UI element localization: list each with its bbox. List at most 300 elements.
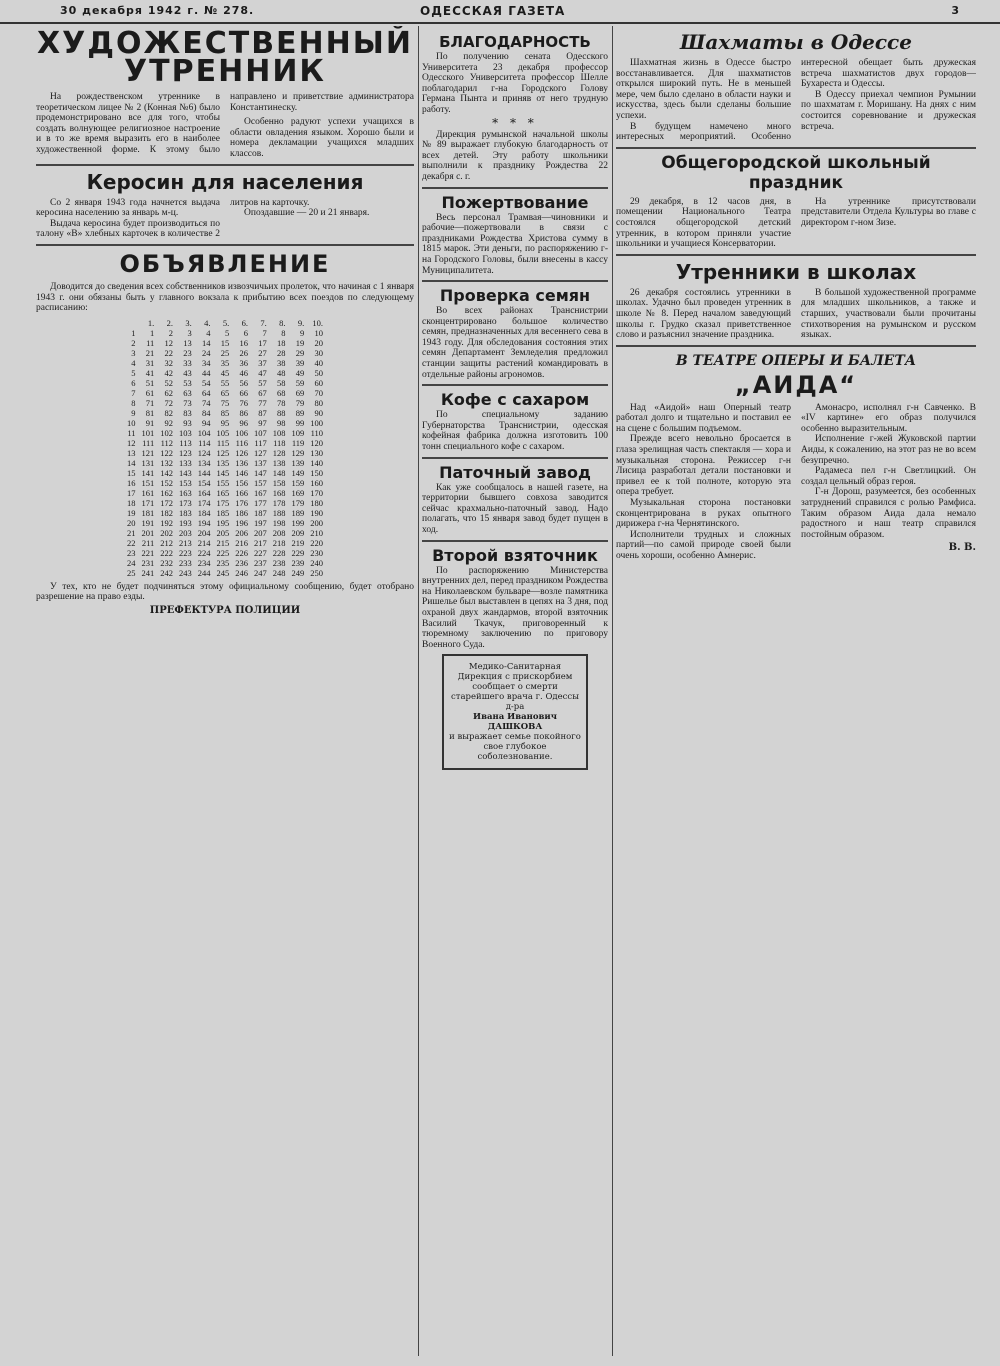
schedule-header xyxy=(124,318,326,328)
table-cell: 13 xyxy=(183,337,192,348)
table-cell: 190 xyxy=(310,507,323,518)
table-cell: 65 xyxy=(220,387,230,398)
article-body xyxy=(36,92,414,160)
table-cell: 130 xyxy=(310,447,323,458)
obituary-box xyxy=(442,654,588,770)
table-cell: 61 xyxy=(145,387,155,398)
left-section xyxy=(36,26,414,1366)
table-cell: 63 xyxy=(183,387,192,398)
table-cell: 133 xyxy=(179,457,192,468)
table-cell: 128 xyxy=(272,447,286,458)
schedule-col-header: 7. xyxy=(260,317,267,328)
table-cell: 32 xyxy=(164,357,173,368)
table-cell: 62 xyxy=(164,387,173,398)
table-cell: 211 xyxy=(141,537,155,548)
table-cell: 132 xyxy=(160,457,173,468)
table-cell: 179 xyxy=(291,497,305,508)
table-cell: 195 xyxy=(216,517,230,528)
paragraph: У тех, кто не будет подчиняться этому официальному сообщению, будет отобрано разрешение на право езды. xyxy=(36,581,414,603)
table-cell: 172 xyxy=(160,497,173,508)
table-cell: 18 xyxy=(127,497,136,508)
table-cell: 5 xyxy=(225,327,230,338)
table-cell: 147 xyxy=(254,467,267,478)
schedule-col-header: 9. xyxy=(297,317,305,328)
table-cell: 231 xyxy=(141,557,155,568)
table-cell: 4 xyxy=(206,327,211,338)
article-subtitle: В ТЕАТРЕ ОПЕРЫ И БАЛЕТА xyxy=(675,352,917,369)
table-cell: 33 xyxy=(183,357,192,368)
table-cell: 114 xyxy=(198,437,211,448)
table-cell: 50 xyxy=(314,367,323,378)
obituary-surname: ДАШКОВА xyxy=(487,722,543,733)
table-cell: 37 xyxy=(258,357,267,368)
divider xyxy=(616,345,976,347)
table-cell: 6 xyxy=(243,327,248,338)
table-cell: 80 xyxy=(314,397,323,408)
table-cell: 110 xyxy=(310,427,323,438)
divider xyxy=(36,244,414,246)
table-row xyxy=(124,558,326,568)
table-cell: 25 xyxy=(127,567,136,578)
table-cell: 34 xyxy=(202,357,211,368)
table-cell: 72 xyxy=(164,397,173,408)
table-cell: 86 xyxy=(239,407,248,418)
table-cell: 189 xyxy=(291,507,305,518)
table-cell: 104 xyxy=(197,427,211,438)
table-cell: 187 xyxy=(254,507,267,518)
table-cell: 225 xyxy=(216,547,230,558)
paragraph: 26 декабря состоялись утренники в школах. Удачно был проведен утренник в школе № 8. Перед началом заведующий школы г. Грудко сказал приветственное слово и разъяснил значение праздника. xyxy=(616,287,791,341)
table-cell: 27 xyxy=(258,347,267,358)
table-cell: 2 xyxy=(168,327,173,338)
table-cell: 203 xyxy=(179,527,192,538)
table-cell: 212 xyxy=(160,537,173,548)
table-cell: 52 xyxy=(164,377,173,388)
table-cell: 232 xyxy=(160,557,173,568)
table-cell: 57 xyxy=(258,377,267,388)
table-cell: 22 xyxy=(164,347,173,358)
table-cell: 49 xyxy=(295,367,305,378)
table-cell: 137 xyxy=(254,457,267,468)
table-cell: 237 xyxy=(254,557,267,568)
table-cell: 159 xyxy=(291,477,305,488)
table-cell: 70 xyxy=(314,387,323,398)
table-row xyxy=(124,508,326,518)
table-cell: 247 xyxy=(254,567,267,578)
table-cell: 186 xyxy=(235,507,248,518)
table-cell: 77 xyxy=(258,397,267,408)
table-cell: 89 xyxy=(295,407,305,418)
table-cell: 168 xyxy=(272,487,286,498)
table-cell: 176 xyxy=(235,497,248,508)
table-cell: 139 xyxy=(291,457,305,468)
table-row xyxy=(124,458,326,468)
table-cell: 87 xyxy=(258,407,267,418)
table-cell: 10 xyxy=(314,327,323,338)
table-cell: 174 xyxy=(197,497,211,508)
paragraph: По получению сената Одесского Университета 23 декабря профессор Одесского Университета профессор Шелле поблагодарил г-на Городского Голову Германа Пынта и приняв от него трудную работу. xyxy=(422,52,608,115)
table-cell: 101 xyxy=(141,427,155,438)
table-cell: 141 xyxy=(141,467,155,478)
table-cell: 149 xyxy=(291,467,305,478)
table-cell: 17 xyxy=(258,337,267,348)
table-cell: 10 xyxy=(127,417,136,428)
table-cell: 143 xyxy=(179,467,192,478)
table-cell: 1 xyxy=(131,327,136,338)
paragraph: Амонасро, исполнял г-н Савченко. В «IV картине» его образ получился особенно выразительным. xyxy=(801,402,976,434)
table-cell: 53 xyxy=(183,377,192,388)
schedule-col-header: 3. xyxy=(185,317,192,328)
right-section xyxy=(616,26,976,1366)
table-row xyxy=(124,538,326,548)
table-cell: 142 xyxy=(160,467,173,478)
paragraph: На утреннике присутствовали представители Отдела Культуры во главе с директором г-ном Зизе. xyxy=(801,196,976,228)
table-cell: 199 xyxy=(291,517,305,528)
table-cell: 226 xyxy=(235,547,248,558)
table-cell: 45 xyxy=(220,367,230,378)
table-cell: 20 xyxy=(314,337,323,348)
table-cell: 228 xyxy=(272,547,286,558)
table-cell: 54 xyxy=(202,377,211,388)
table-cell: 213 xyxy=(179,537,192,548)
table-cell: 15 xyxy=(127,467,136,478)
table-cell: 106 xyxy=(235,427,248,438)
table-cell: 11 xyxy=(127,427,136,438)
table-cell: 183 xyxy=(179,507,192,518)
article-title: Общегородской школьный праздник xyxy=(661,152,931,193)
table-row xyxy=(124,398,326,408)
schedule-col-header: 8. xyxy=(279,317,286,328)
table-cell: 58 xyxy=(277,377,286,388)
table-cell: 95 xyxy=(220,417,230,428)
table-cell: 81 xyxy=(145,407,155,418)
paragraph: Выдача керосина будет производиться по талону «В» хлебных карточек в количестве 2 литров на карточку. xyxy=(36,197,310,240)
divider xyxy=(422,457,608,459)
table-cell: 91 xyxy=(145,417,155,428)
paragraph: Со 2 января 1943 года начнется выдача керосина населению за январь м-ц. xyxy=(36,197,220,219)
table-cell: 222 xyxy=(160,547,173,558)
table-cell: 207 xyxy=(254,527,267,538)
article-title: „АИДА“ xyxy=(734,370,858,399)
table-cell: 154 xyxy=(197,477,211,488)
table-cell: 144 xyxy=(197,467,211,478)
table-cell: 218 xyxy=(272,537,286,548)
paragraph: Музыкальная сторона постановки сконцентрирована в руках опытного дирижера г-на Чернятинского. xyxy=(616,498,791,530)
table-cell: 93 xyxy=(183,417,192,428)
table-cell: 180 xyxy=(310,497,323,508)
table-cell: 21 xyxy=(145,347,155,358)
paragraph: Исполнители трудных и сложных партий—по самой природе своей были очень хороши, особенно Амнерис. xyxy=(616,529,791,561)
table-cell: 224 xyxy=(197,547,211,558)
obituary-text: и выражает семье покойного свое глубокое соболезнование. xyxy=(449,732,581,763)
table-cell: 79 xyxy=(295,397,305,408)
table-cell: 71 xyxy=(145,397,155,408)
table-cell: 123 xyxy=(179,447,192,458)
table-cell: 20 xyxy=(127,517,136,528)
table-cell: 215 xyxy=(216,537,230,548)
table-cell: 25 xyxy=(220,347,230,358)
table-cell: 31 xyxy=(145,357,155,368)
table-cell: 112 xyxy=(160,437,173,448)
schedule-col-header: 1. xyxy=(147,317,155,328)
table-cell: 41 xyxy=(145,367,155,378)
table-cell: 82 xyxy=(164,407,173,418)
table-row xyxy=(124,368,326,378)
table-cell: 122 xyxy=(160,447,173,458)
table-row xyxy=(124,488,326,498)
table-cell: 152 xyxy=(160,477,173,488)
table-cell: 165 xyxy=(216,487,230,498)
column-rule xyxy=(418,26,419,1356)
table-cell: 249 xyxy=(291,567,305,578)
table-cell: 38 xyxy=(277,357,286,368)
paragraph: В Одессу приехал чемпион Румынии по шахматам г. Моришану. На днях с ним состоится соревнование и дружеская встреча. xyxy=(801,89,976,132)
table-row xyxy=(124,358,326,368)
article-title: Проверка семян xyxy=(439,286,591,306)
middle-section xyxy=(422,26,608,1366)
table-cell: 250 xyxy=(310,567,323,578)
paragraph: Г-н Дорош, разумеется, без особенных затруднений справился с ролью Рамфиса. Таким образом Аида дала немало радостного и наш театр справился постойным образом. xyxy=(801,487,976,540)
paragraph: Шахматная жизнь в Одессе быстро восстанавливается. Для шахматистов открылся широкий путь. Не в меньшей мере, чем было сделано в области науки и искусства, здесь были сделаны большие успехи. xyxy=(616,58,791,121)
obituary-name: Ивана Иванович xyxy=(473,712,557,723)
paragraph: В большой художественной программе для младших школьников, а также и старших, участвовали были прочитаны стихотворения на румынском и русском языках. xyxy=(801,287,976,341)
article-title: ОБЪЯВЛЕНИЕ xyxy=(119,249,331,278)
table-cell: 18 xyxy=(277,337,286,348)
article-title: Керосин для населения xyxy=(86,169,364,194)
table-cell: 59 xyxy=(295,377,305,388)
table-cell: 171 xyxy=(141,497,155,508)
table-cell: 23 xyxy=(183,347,192,358)
signature: В. В. xyxy=(948,542,976,554)
table-cell: 153 xyxy=(179,477,192,488)
table-cell: 191 xyxy=(141,517,155,528)
divider xyxy=(616,147,976,149)
article-body xyxy=(36,198,414,240)
table-cell: 24 xyxy=(127,557,136,568)
table-cell: 17 xyxy=(127,487,136,498)
page-number: 3 xyxy=(951,4,960,17)
article-title: Шахматы в Одессе xyxy=(680,30,912,54)
table-cell: 97 xyxy=(258,417,267,428)
signature: ПРЕФЕКТУРА ПОЛИЦИИ xyxy=(149,604,301,616)
table-cell: 146 xyxy=(235,467,248,478)
table-row xyxy=(124,438,326,448)
table-cell: 15 xyxy=(220,337,230,348)
table-cell: 26 xyxy=(239,347,248,358)
paragraph: Доводится до сведения всех собственников извозчичьих пролеток, что начиная с 1 января 1943 г. они обязаны быть у главного вокзала к прибытию всех поездов по следующему расписанию: xyxy=(36,281,414,314)
table-cell: 157 xyxy=(254,477,267,488)
table-cell: 236 xyxy=(235,557,248,568)
table-cell: 14 xyxy=(202,337,211,348)
table-cell: 19 xyxy=(127,507,136,518)
table-cell: 125 xyxy=(216,447,230,458)
table-cell: 12 xyxy=(164,337,173,348)
table-row xyxy=(124,448,326,458)
table-cell: 194 xyxy=(197,517,211,528)
table-cell: 74 xyxy=(202,397,211,408)
table-cell: 184 xyxy=(197,507,211,518)
table-cell: 227 xyxy=(254,547,267,558)
table-cell: 111 xyxy=(142,437,155,448)
table-cell: 22 xyxy=(127,537,136,548)
table-cell: 14 xyxy=(127,457,136,468)
table-cell: 73 xyxy=(183,397,192,408)
table-cell: 113 xyxy=(179,437,192,448)
table-cell: 181 xyxy=(141,507,155,518)
table-cell: 98 xyxy=(277,417,286,428)
table-row xyxy=(124,568,326,578)
table-cell: 6 xyxy=(131,377,136,388)
table-cell: 193 xyxy=(179,517,192,528)
table-cell: 75 xyxy=(220,397,230,408)
table-cell: 209 xyxy=(291,527,305,538)
table-cell: 19 xyxy=(295,337,305,348)
paragraph: Прежде всего невольно бросается в глаза эрелищная часть спектакля — хора и музыкальная сторона. Режиссер г-н Лисица разработал детали постановки и привел ее к той полноте, которую эта опера требует. xyxy=(616,434,791,498)
table-cell: 155 xyxy=(216,477,230,488)
article-title: Кофе с сахаром xyxy=(440,390,590,410)
table-cell: 131 xyxy=(141,457,155,468)
table-cell: 167 xyxy=(254,487,267,498)
table-row xyxy=(124,498,326,508)
table-cell: 51 xyxy=(145,377,155,388)
table-cell: 127 xyxy=(254,447,267,458)
table-row xyxy=(124,378,326,388)
table-cell: 161 xyxy=(141,487,155,498)
article-body xyxy=(616,58,976,143)
table-cell: 202 xyxy=(160,527,173,538)
table-cell: 13 xyxy=(127,447,136,458)
table-cell: 242 xyxy=(160,567,173,578)
table-cell: 129 xyxy=(291,447,305,458)
article-title: Второй взяточник xyxy=(432,545,598,565)
table-cell: 47 xyxy=(258,367,267,378)
table-cell: 92 xyxy=(164,417,173,428)
obituary-text: Медико-Санитарная Дирекция с прискорбием сообщает о смерти старейшего врача г. Одессы д-ра xyxy=(451,662,579,713)
table-cell: 67 xyxy=(258,387,267,398)
paragraph: Опоздавшие — 20 и 21 января. xyxy=(244,208,370,219)
table-cell: 148 xyxy=(272,467,286,478)
table-cell: 188 xyxy=(272,507,286,518)
table-cell: 42 xyxy=(164,367,173,378)
paragraph: Как уже сообщалось в нашей газете, на территории бывшего совхоза заводится сейчас крахмально-паточный завод. Надо полагать, что 15 января завод будет пущен в ход. xyxy=(422,482,608,535)
table-cell: 39 xyxy=(295,357,305,368)
table-cell: 243 xyxy=(179,567,192,578)
table-cell: 151 xyxy=(141,477,155,488)
table-cell: 126 xyxy=(235,447,248,458)
table-cell: 233 xyxy=(179,557,192,568)
table-cell: 210 xyxy=(310,527,323,538)
table-cell: 30 xyxy=(314,347,323,358)
table-row xyxy=(124,528,326,538)
table-cell: 221 xyxy=(141,547,155,558)
table-cell: 248 xyxy=(272,567,286,578)
table-cell: 245 xyxy=(216,567,230,578)
table-cell: 239 xyxy=(291,557,305,568)
table-cell: 96 xyxy=(239,417,248,428)
table-cell: 201 xyxy=(141,527,155,538)
table-cell: 145 xyxy=(216,467,230,478)
table-cell: 24 xyxy=(202,347,211,358)
table-cell: 78 xyxy=(277,397,286,408)
divider xyxy=(422,384,608,386)
table-row xyxy=(124,388,326,398)
table-cell: 217 xyxy=(254,537,267,548)
table-row xyxy=(124,408,326,418)
table-cell: 240 xyxy=(310,557,323,568)
table-cell: 3 xyxy=(131,347,136,358)
table-cell: 196 xyxy=(235,517,248,528)
article-title: Паточный завод xyxy=(439,462,591,482)
table-cell: 204 xyxy=(197,527,211,538)
table-cell: 7 xyxy=(131,387,136,398)
table-cell: 85 xyxy=(220,407,230,418)
table-cell: 83 xyxy=(183,407,192,418)
table-cell: 206 xyxy=(235,527,248,538)
table-cell: 185 xyxy=(216,507,230,518)
table-cell: 230 xyxy=(310,547,323,558)
paragraph: Во всех районах Транснистрии сконцентрировано большое количество семян, предназначенных для весеннего сева в 1943 году. Для обследования состояния этих семян Департамент Земледелия предложил станции защиты растений командировать в отдельные районы агрономов. xyxy=(422,306,608,380)
table-row xyxy=(124,478,326,488)
table-cell: 100 xyxy=(310,417,323,428)
table-cell: 182 xyxy=(160,507,173,518)
table-cell: 223 xyxy=(179,547,192,558)
table-cell: 105 xyxy=(216,427,230,438)
table-cell: 163 xyxy=(179,487,192,498)
table-cell: 200 xyxy=(310,517,323,528)
table-row xyxy=(124,428,326,438)
paragraph: Над «Аидой» наш Оперный театр работал долго и тщательно и поставил ее на сцене с большим подъемом. xyxy=(616,402,791,434)
table-cell: 76 xyxy=(239,397,248,408)
table-cell: 198 xyxy=(272,517,286,528)
table-cell: 11 xyxy=(146,337,155,348)
article-body xyxy=(616,403,976,562)
table-row xyxy=(124,348,326,358)
table-row xyxy=(124,548,326,558)
table-cell: 216 xyxy=(235,537,248,548)
table-cell: 23 xyxy=(127,547,136,558)
table-row xyxy=(124,418,326,428)
table-cell: 119 xyxy=(291,437,305,448)
table-cell: 16 xyxy=(239,337,248,348)
table-cell: 48 xyxy=(277,367,286,378)
schedule-table xyxy=(124,318,326,578)
table-cell: 118 xyxy=(273,437,286,448)
table-cell: 40 xyxy=(314,357,323,368)
article-body xyxy=(616,288,976,341)
table-cell: 162 xyxy=(160,487,173,498)
table-cell: 4 xyxy=(131,357,136,368)
table-row xyxy=(124,338,326,348)
table-cell: 178 xyxy=(272,497,286,508)
table-cell: 9 xyxy=(131,407,136,418)
table-cell: 138 xyxy=(272,457,286,468)
table-cell: 55 xyxy=(220,377,230,388)
table-cell: 64 xyxy=(202,387,211,398)
paragraph: Весь персонал Трамвая—чиновники и рабочие—пожертвовали в связи с праздниками Рождества Христова сумму в 1815 марок. Эти деньги, по распоряжению г-на Городского Головы, были внесены в кассу Муниципалитета. xyxy=(422,212,608,276)
table-cell: 84 xyxy=(202,407,211,418)
table-cell: 235 xyxy=(216,557,230,568)
table-cell: 220 xyxy=(310,537,323,548)
table-cell: 234 xyxy=(197,557,211,568)
article-body xyxy=(616,197,976,250)
table-cell: 94 xyxy=(202,417,211,428)
divider xyxy=(616,254,976,256)
table-cell: 46 xyxy=(239,367,248,378)
table-cell: 35 xyxy=(220,357,230,368)
table-cell: 88 xyxy=(277,407,286,418)
page-header xyxy=(0,0,1000,24)
table-cell: 177 xyxy=(254,497,267,508)
